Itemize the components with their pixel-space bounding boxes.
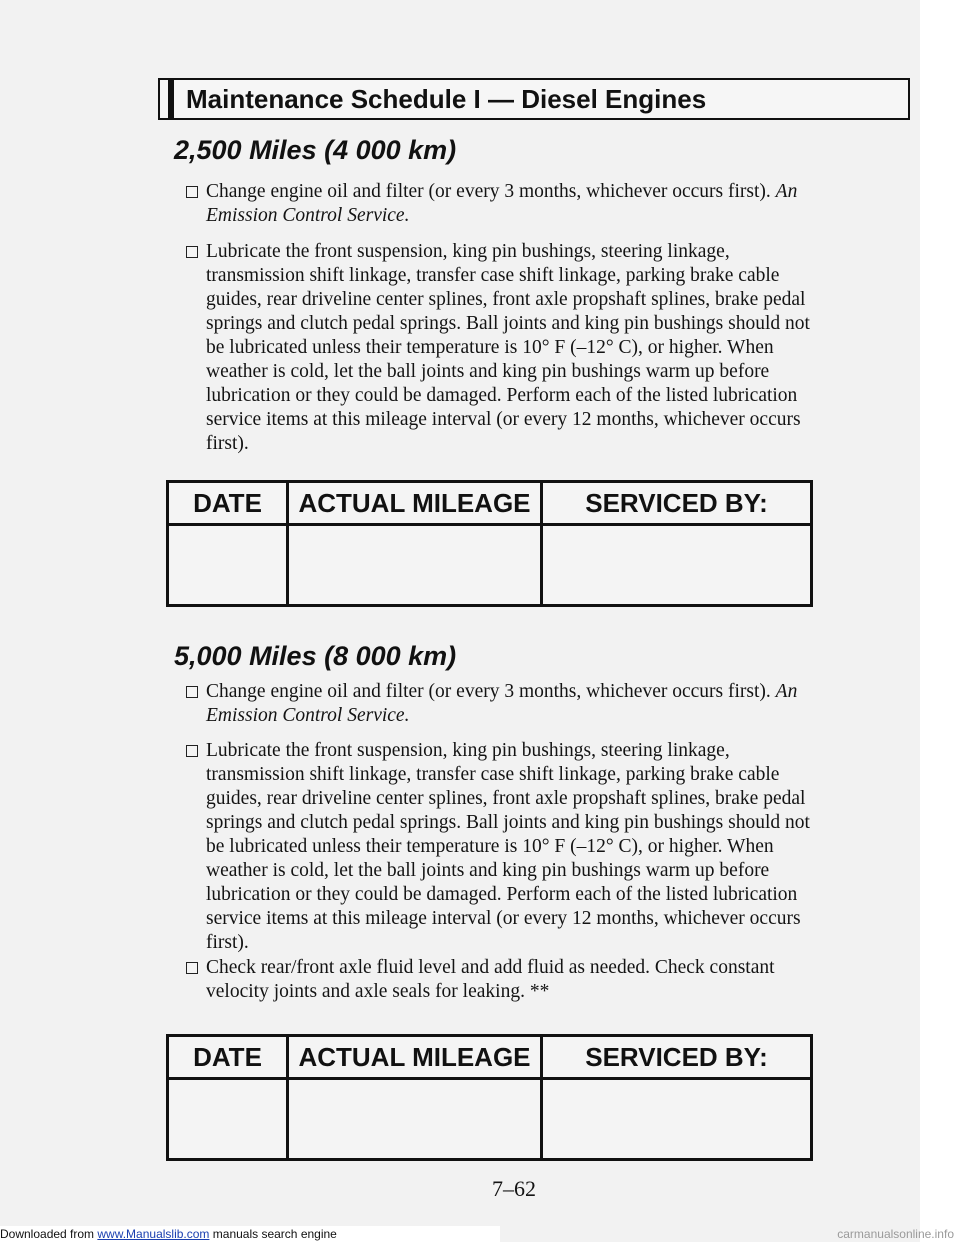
checkbox[interactable]	[186, 745, 198, 757]
item-text: Change engine oil and filter (or every 3 months, whichever occurs first).	[206, 681, 776, 702]
checklist-item	[186, 680, 816, 728]
checkbox[interactable]	[186, 186, 198, 198]
item-text: Lubricate the front suspension, king pin bushings, steering linkage, transmission shift linkage, transfer case shift linkage, parking brake cable guides, rear driveline center splines, front axle propshaft splines, brake pedal springs and clutch pedal springs. Ball joints and king pin bushings should not be lubricated unless their temperature is 10° F (–12° C), or higher. When weather is cold, let the ball joints and king pin bushings warm up before lubrication or they could be damaged. Perform each of the listed lubrication service items at this mileage interval (or every 12 months, whichever occurs first).	[206, 241, 810, 454]
serviced-by-cell[interactable]	[542, 525, 812, 606]
page-number: 7–62	[492, 1176, 536, 1201]
date-cell[interactable]	[168, 1079, 288, 1160]
checkbox[interactable]	[186, 686, 198, 698]
item-text: Lubricate the front suspension, king pin bushings, steering linkage, transmission shift linkage, transfer case shift linkage, parking brake cable guides, rear driveline center splines, front axle propshaft splines, brake pedal springs and clutch pedal springs. Ball joints and king pin bushings should not be lubricated unless their temperature is 10° F (–12° C), or higher. When weather is cold, let the ball joints and king pin bushings warm up before lubrication or they could be damaged. Perform each of the listed lubrication service items at this mileage interval (or every 12 months, whichever occurs first).	[206, 740, 810, 953]
footer-prefix: Downloaded from	[0, 1227, 98, 1241]
item-text: Check rear/front axle fluid level and add fluid as needed. Check constant velocity joints and axle seals for leaking. **	[206, 957, 775, 1002]
column-header-serviced-by: SERVICED BY:	[542, 1036, 812, 1079]
service-log-table	[166, 1034, 813, 1161]
section-title-2500-miles: 2,500 Miles (4 000 km)	[174, 135, 457, 165]
checkbox[interactable]	[186, 246, 198, 258]
checkbox[interactable]	[186, 962, 198, 974]
column-header-actual-mileage: ACTUAL MILEAGE	[288, 482, 542, 525]
column-header-actual-mileage: ACTUAL MILEAGE	[288, 1036, 542, 1079]
manualslib-link[interactable]: www.Manualslib.com	[97, 1227, 210, 1241]
watermark-text: carmanualsonline.info	[837, 1227, 954, 1241]
checklist-item	[186, 956, 816, 1004]
item-emphasis: An Emission Control Service.	[206, 181, 798, 226]
column-header-date: DATE	[168, 1036, 288, 1079]
column-header-serviced-by: SERVICED BY:	[542, 482, 812, 525]
download-footer	[0, 1226, 500, 1242]
footer-suffix: manuals search engine	[209, 1227, 337, 1241]
serviced-by-cell[interactable]	[542, 1079, 812, 1160]
checklist-item	[186, 739, 816, 955]
date-cell[interactable]	[168, 525, 288, 606]
section-title-5000-miles: 5,000 Miles (8 000 km)	[174, 641, 457, 671]
header-accent-bar	[168, 78, 174, 120]
page-title: Maintenance Schedule I — Diesel Engines	[186, 84, 707, 114]
mileage-cell[interactable]	[288, 525, 542, 606]
checklist-item	[186, 240, 816, 456]
mileage-cell[interactable]	[288, 1079, 542, 1160]
checklist-item	[186, 180, 816, 228]
service-log-table	[166, 480, 813, 607]
item-text: Change engine oil and filter (or every 3 months, whichever occurs first).	[206, 181, 776, 202]
column-header-date: DATE	[168, 482, 288, 525]
item-emphasis: An Emission Control Service.	[206, 681, 798, 726]
